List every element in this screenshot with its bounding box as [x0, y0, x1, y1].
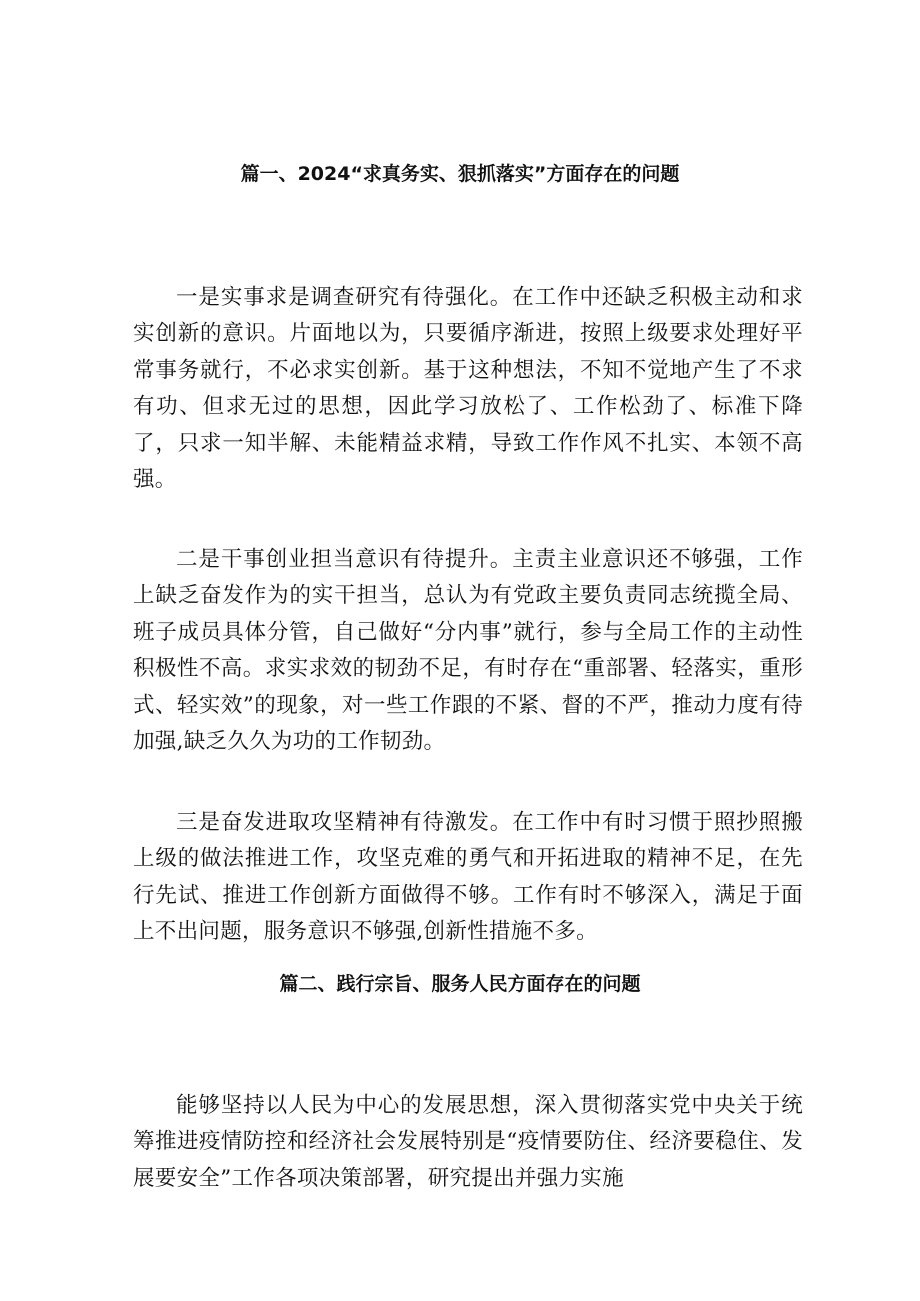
section-2-paragraph-1: 能够坚持以人民为中心的发展思想，深入贯彻落实党中央关于统筹推进疫情防控和经济社会发展特别是“疫情要防住、经济要稳住、发展要安全”工作各项决策部署，研究提出并强力实施: [133, 1092, 803, 1191]
section-2-title: 篇二、践行宗旨、服务人民方面存在的问题: [279, 973, 641, 995]
section-1-paragraph-2: 二是干事创业担当意识有待提升。主责主业意识还不够强，工作上缺乏奋发作为的实干担当，总认为有党政主要负责同志统揽全局、班子成员具体分管，自己做好“分内事”就行，参与全局工作的主动性积极性不高。求实求效的韧劲不足，有时存在“重部署、轻落实，重形式、轻实效”的现象，对一些工作跟的不紧、督的不严，推动力度有待加强,缺乏久久为功的工作韧劲。: [133, 546, 803, 754]
section-1-paragraph-3: 三是奋发进取攻坚精神有待激发。在工作中有时习惯于照抄照搬上级的做法推进工作，攻坚克难的勇气和开拓进取的精神不足，在先行先试、推进工作创新方面做得不够。工作有时不够深入，满足于面上不出问题，服务意识不够强,创新性措施不多。: [133, 809, 803, 944]
section-1-title: 篇一、2024“求真务实、狠抓落实”方面存在的问题: [240, 163, 680, 185]
section-1-paragraph-1: 一是实事求是调查研究有待强化。在工作中还缺乏积极主动和求实创新的意识。片面地以为，只要循序渐进，按照上级要求处理好平常事务就行，不必求实创新。基于这种想法，不知不觉地产生了不求有功、但求无过的思想，因此学习放松了、工作松劲了、标准下降了，只求一知半解、未能精益求精，导致工作作风不扎实、本领不高强。: [133, 284, 803, 492]
